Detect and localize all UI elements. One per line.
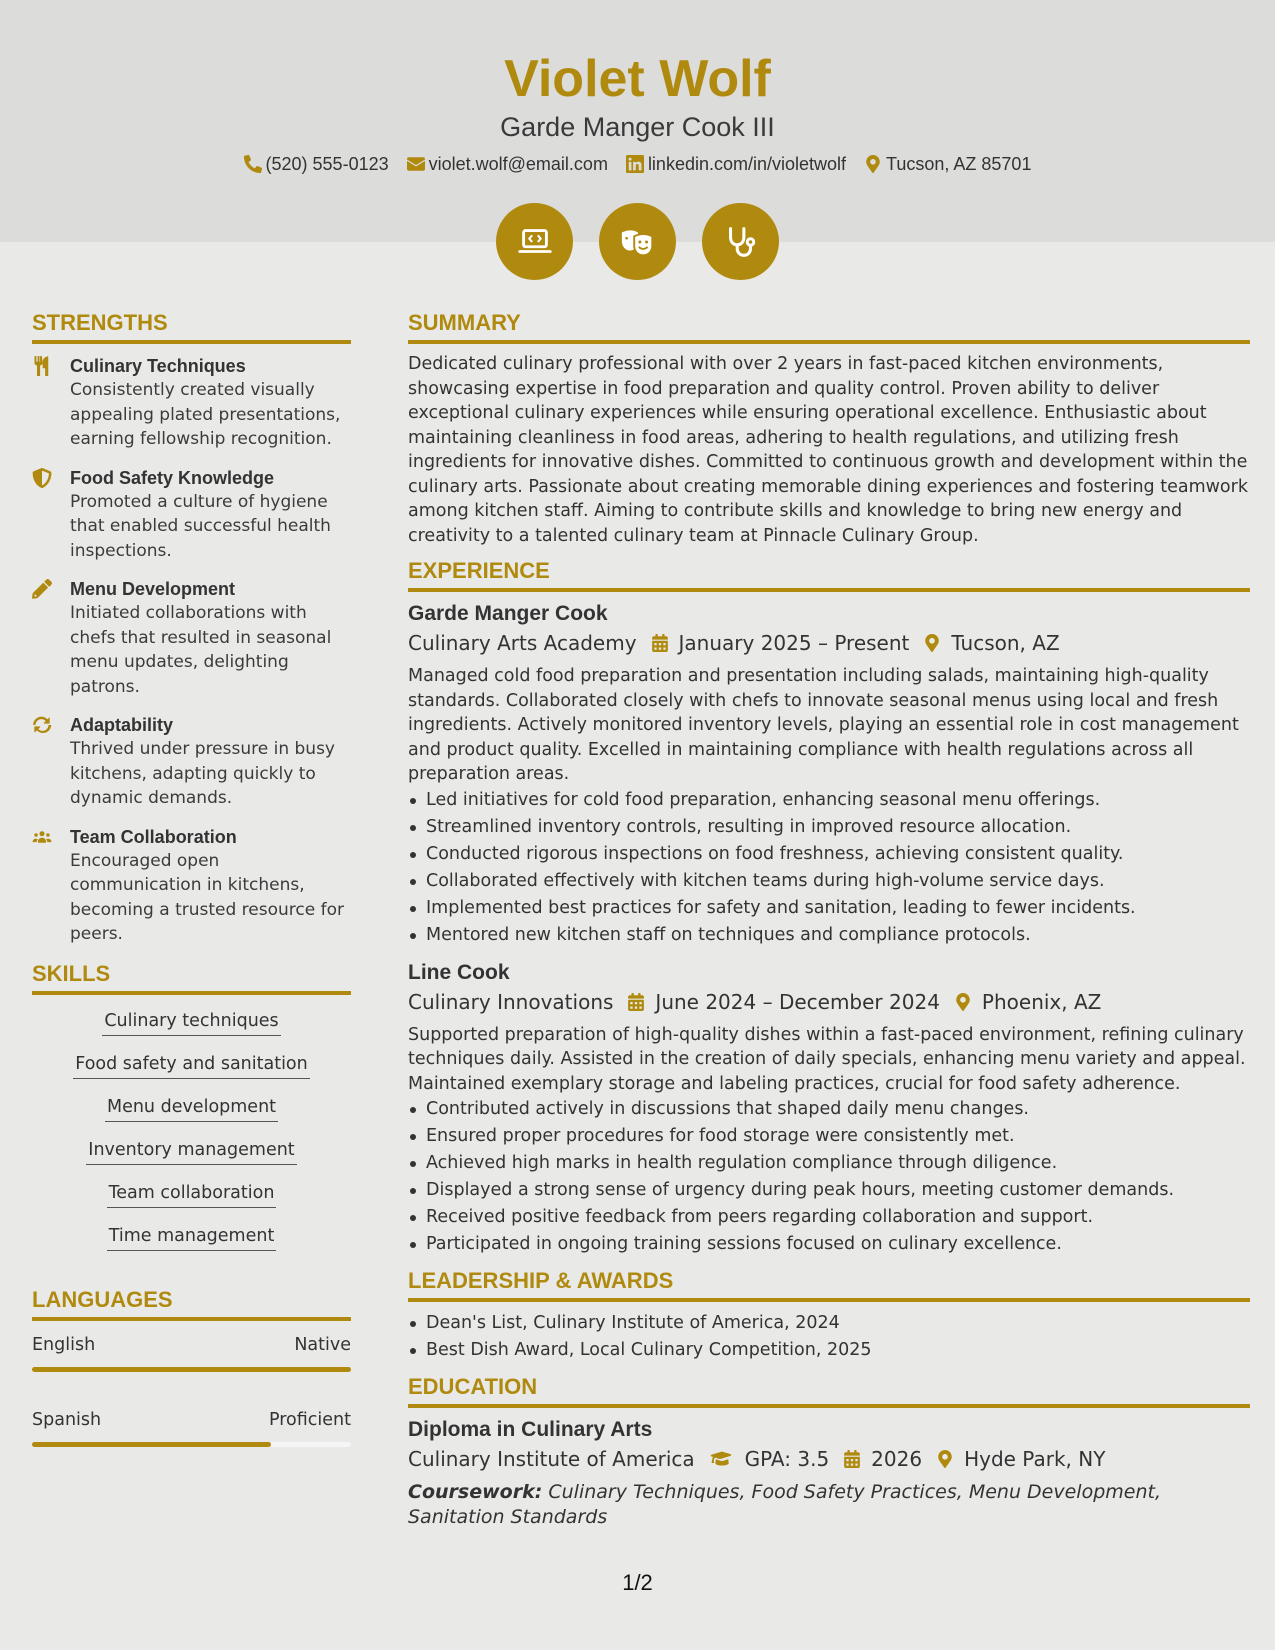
bullet-item: Ensured proper procedures for food storage were consistently met.	[408, 1123, 1250, 1150]
skills-heading: SKILLS	[32, 961, 351, 995]
language-level: Proficient	[269, 1409, 351, 1430]
job-entry	[408, 600, 1250, 949]
graduation-cap-icon	[709, 1450, 735, 1468]
linkedin-text: linkedin.com/in/violetwolf	[647, 154, 847, 174]
education-heading: EDUCATION	[408, 1374, 1250, 1408]
school-name: Culinary Institute of America	[408, 1447, 695, 1471]
page-number: 1/2	[622, 1570, 653, 1595]
job-description: Supported preparation of high-quality dishes within a fast-paced environment, refining culinary techniques daily. Assisted in the creation of daily specials, enhancing menu variety and appeal. Maintained exemplary storage and labeling practices, crucial for food safety adherence.	[408, 1024, 1246, 1094]
strength-desc: Thrived under pressure in busy kitchens, adapting quickly to dynamic demands.	[70, 739, 335, 808]
map-marker-icon	[923, 634, 941, 652]
bullet-item: Received positive feedback from peers regarding collaboration and support.	[408, 1204, 1250, 1231]
language-item	[32, 1408, 351, 1432]
skill-item: Food safety and sanitation	[73, 1052, 309, 1079]
education-meta	[408, 1444, 1250, 1474]
map-marker-icon	[864, 155, 882, 173]
left-column	[32, 310, 351, 1483]
job-company: Culinary Innovations	[408, 989, 614, 1014]
candidate-title: Garde Manger Cook III	[500, 112, 775, 142]
strengths-list	[32, 354, 351, 947]
awards-list	[408, 1310, 1250, 1364]
utensils-icon	[32, 356, 52, 376]
bullet-item: Achieved high marks in health regulation compliance through diligence.	[408, 1150, 1250, 1177]
awards-section	[408, 1268, 1250, 1364]
strength-item	[32, 466, 351, 564]
sync-icon	[32, 715, 52, 735]
experience-heading: EXPERIENCE	[408, 558, 1250, 592]
strengths-heading: STRENGTHS	[32, 310, 351, 344]
job-entry	[408, 959, 1250, 1259]
theater-masks-icon	[619, 223, 657, 261]
contact-phone[interactable]	[244, 152, 389, 176]
users-icon	[32, 827, 52, 847]
job-title: Garde Manger Cook	[408, 602, 608, 625]
coursework-text: Culinary Techniques, Food Safety Practices, Menu Development, Sanitation Standards	[408, 1481, 1161, 1528]
calendar-icon	[651, 634, 669, 652]
languages-list	[32, 1333, 351, 1447]
summary-heading: SUMMARY	[408, 310, 1250, 344]
strength-title: Menu Development	[70, 579, 236, 599]
contact-linkedin[interactable]	[626, 152, 846, 176]
job-dates: January 2025 – Present	[678, 631, 910, 655]
job-description: Managed cold food preparation and presentation including salads, maintaining high-quality standards. Collaborated closely with chefs to innovate seasonal menus using local and fresh ingredients. Actively monitored inventory levels, playing an essential role in cost management and product quality. Excelled in maintaining compliance with health regulations across all preparation areas.	[408, 666, 1239, 784]
language-bar-fill	[32, 1367, 351, 1372]
bullet-item: Streamlined inventory controls, resulting in improved resource allocation.	[408, 814, 1250, 841]
linkedin-icon	[626, 155, 644, 173]
skill-item: Inventory management	[86, 1138, 296, 1165]
skills-list	[32, 1005, 351, 1287]
job-location: Tucson, AZ	[951, 631, 1060, 655]
interest-icons	[0, 203, 1275, 280]
gpa: GPA: 3.5	[744, 1447, 830, 1471]
calendar-icon	[843, 1450, 861, 1468]
email-text: violet.wolf@email.com	[428, 154, 608, 174]
school-location: Hyde Park, NY	[964, 1447, 1106, 1471]
job-company: Culinary Arts Academy	[408, 631, 637, 655]
award-item: Best Dish Award, Local Culinary Competition, 2025	[408, 1337, 1250, 1364]
job-bullets	[408, 787, 1250, 949]
phone-icon	[244, 155, 262, 173]
candidate-name: Violet Wolf	[504, 50, 771, 108]
experience-section	[408, 558, 1250, 1258]
award-item: Dean's List, Culinary Institute of America, 2024	[408, 1310, 1250, 1337]
job-bullets	[408, 1096, 1250, 1258]
language-bar	[32, 1367, 351, 1372]
job-location: Phoenix, AZ	[981, 989, 1102, 1014]
strength-desc: Encouraged open communication in kitchens, becoming a trusted resource for peers.	[70, 850, 344, 944]
strength-item	[32, 354, 351, 452]
interest-circle	[702, 203, 779, 280]
laptop-code-icon	[516, 223, 554, 261]
calendar-icon	[627, 993, 645, 1011]
education-section	[408, 1374, 1250, 1529]
language-name: English	[32, 1334, 96, 1355]
strength-item	[32, 713, 351, 811]
degree-title: Diploma in Culinary Arts	[408, 1418, 653, 1441]
location-text: Tucson, AZ 85701	[886, 154, 1032, 174]
skill-item: Menu development	[105, 1095, 278, 1122]
language-level: Native	[294, 1334, 351, 1355]
job-dates: June 2024 – December 2024	[655, 989, 940, 1014]
bullet-item: Contributed actively in discussions that shaped daily menu changes.	[408, 1096, 1250, 1123]
strength-desc: Consistently created visually appealing plated presentations, earning fellowship recognition.	[70, 380, 341, 449]
bullet-item: Conducted rigorous inspections on food freshness, achieving consistent quality.	[408, 841, 1250, 868]
strength-title: Culinary Techniques	[70, 356, 246, 376]
bullet-item: Mentored new kitchen staff on techniques and compliance protocols.	[408, 922, 1250, 949]
strength-title: Adaptability	[70, 715, 174, 735]
pencil-icon	[32, 579, 52, 599]
interest-circle	[599, 203, 676, 280]
summary-text: Dedicated culinary professional with over 2 years in fast-paced kitchen environments, showcasing expertise in food preparation and quality control. Proven ability to deliver exceptional culinary experiences while ensuring operational excellence. Enthusiastic about maintaining cleanliness in food areas, adhering to health regulations, and utilizing fresh ingredients for innovative dishes. Committed to continuous growth and development within the culinary arts. Passionate about creating memorable dining experiences and fostering teamwork among kitchen staff. Aiming to contribute skills and knowledge to bring new energy and creativity to a talented culinary team at Pinnacle Culinary Group.	[408, 354, 1248, 546]
map-marker-icon	[936, 1450, 954, 1468]
coursework-label: Coursework:	[408, 1481, 543, 1503]
job-meta	[408, 628, 1250, 658]
skill-item: Team collaboration	[107, 1181, 277, 1208]
language-item	[32, 1333, 351, 1357]
envelope-icon	[407, 155, 425, 173]
coursework	[408, 1480, 1250, 1529]
right-column	[408, 310, 1250, 1539]
interest-circle	[496, 203, 573, 280]
strength-item	[32, 825, 351, 947]
summary-section	[408, 310, 1250, 548]
contact-location	[864, 152, 1031, 176]
strength-desc: Initiated collaborations with chefs that resulted in seasonal menu updates, delighting patrons.	[70, 603, 332, 697]
job-title: Line Cook	[408, 960, 510, 984]
strength-item	[32, 577, 351, 699]
bullet-item: Collaborated effectively with kitchen teams during high-volume service days.	[408, 868, 1250, 895]
graduation-year: 2026	[871, 1447, 923, 1471]
stethoscope-icon	[722, 223, 760, 261]
job-meta	[408, 987, 1250, 1017]
strength-desc: Promoted a culture of hygiene that enabled successful health inspections.	[70, 491, 331, 561]
skill-item: Culinary techniques	[102, 1009, 280, 1036]
bullet-item: Implemented best practices for safety and sanitation, leading to fewer incidents.	[408, 895, 1250, 922]
languages-heading: LANGUAGES	[32, 1287, 351, 1321]
skill-item: Time management	[107, 1224, 277, 1251]
strength-title: Food Safety Knowledge	[70, 467, 275, 488]
phone-text: (520) 555-0123	[265, 154, 389, 174]
language-name: Spanish	[32, 1409, 102, 1430]
bullet-item: Displayed a strong sense of urgency during peak hours, meeting customer demands.	[408, 1177, 1250, 1204]
shield-icon	[32, 468, 52, 488]
bullet-item: Led initiatives for cold food preparation, enhancing seasonal menu offerings.	[408, 787, 1250, 814]
language-bar	[32, 1442, 351, 1447]
awards-heading: LEADERSHIP & AWARDS	[408, 1268, 1250, 1302]
contact-bar	[0, 152, 1275, 176]
strength-title: Team Collaboration	[70, 826, 237, 847]
bullet-item: Participated in ongoing training sessions focused on culinary excellence.	[408, 1231, 1250, 1258]
language-bar-fill	[32, 1442, 271, 1447]
map-marker-icon	[954, 993, 972, 1011]
contact-email[interactable]	[407, 152, 608, 176]
